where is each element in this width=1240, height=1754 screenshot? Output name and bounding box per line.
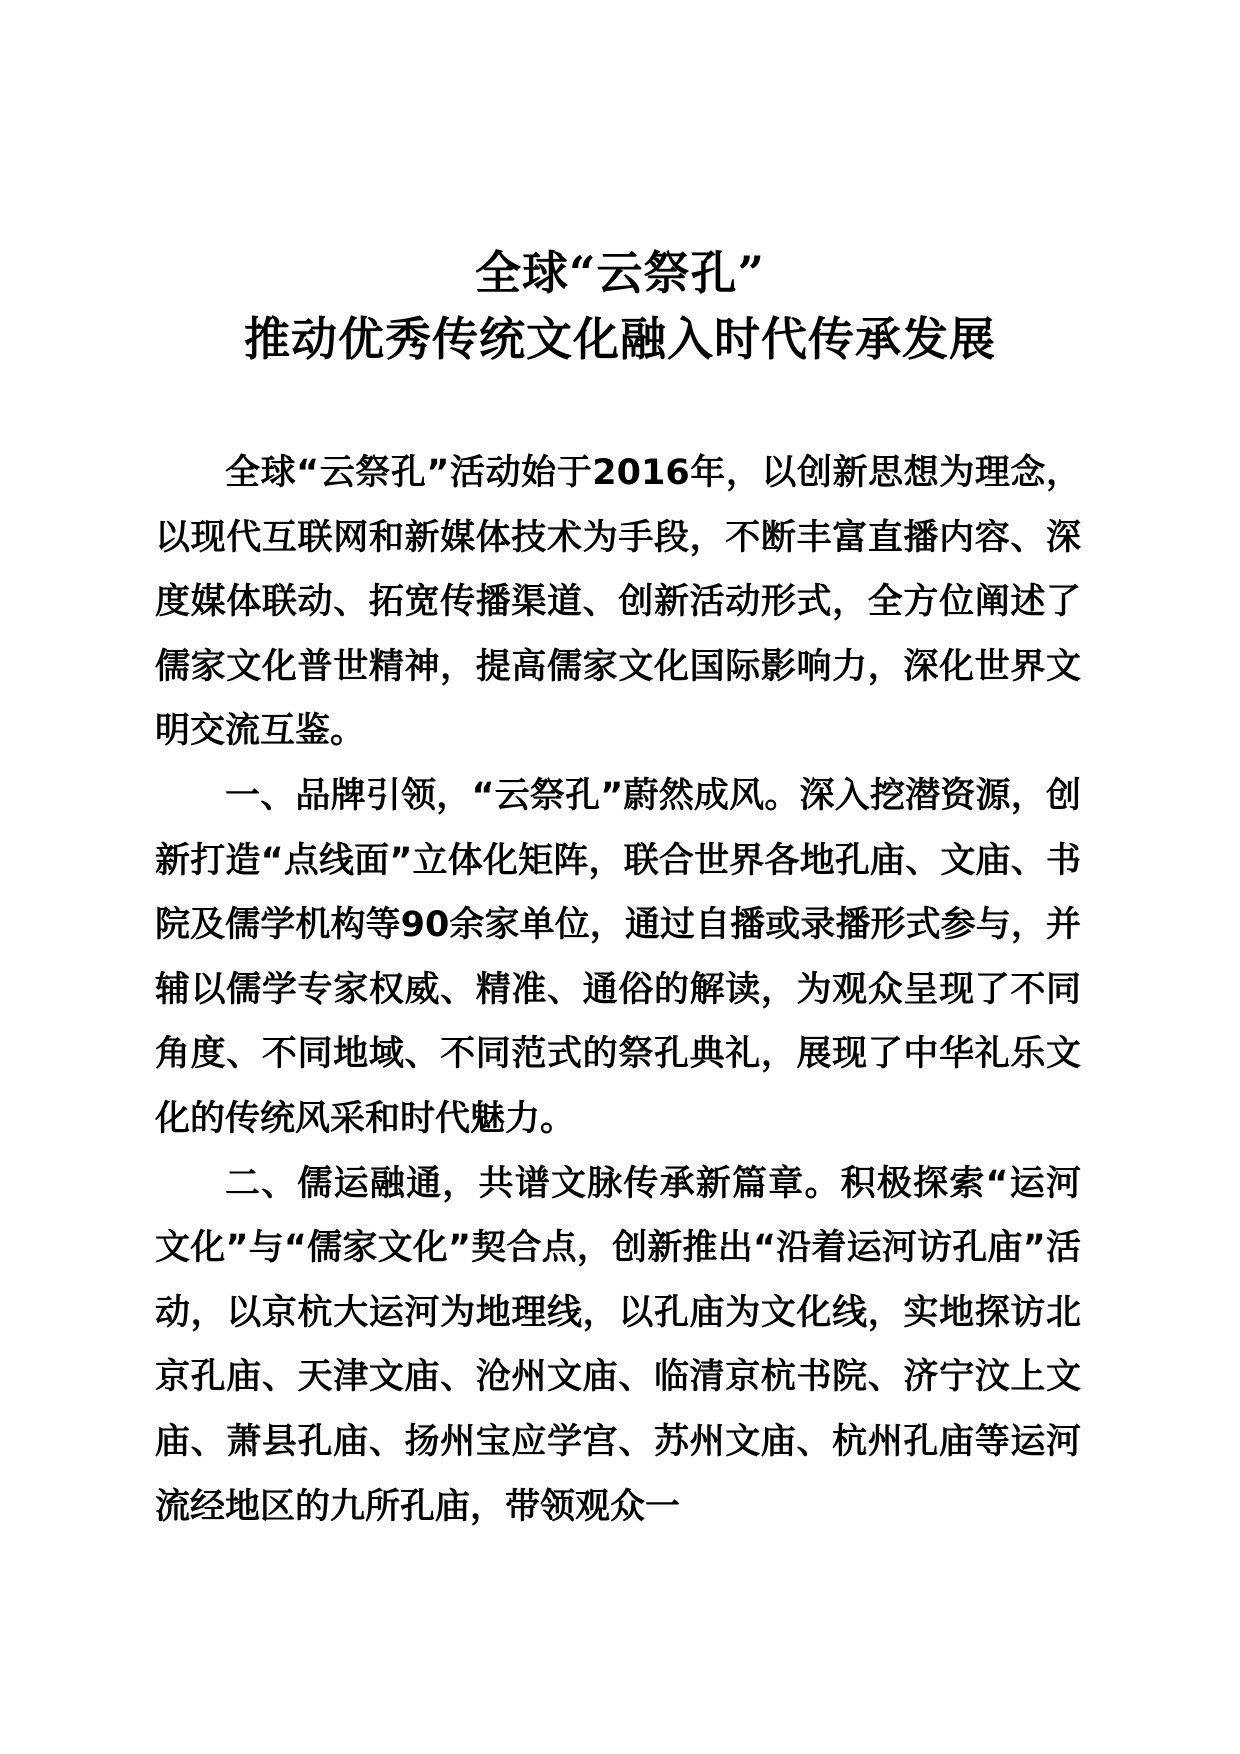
document-body: [155, 441, 1081, 1539]
document-title: [0, 240, 1240, 372]
title-line-1: 全球“云祭孔”: [475, 246, 765, 300]
paragraph-intro: 全球“云祭孔”活动始于2016年，以创新思想为理念，以现代互联网和新媒体技术为手段，不断丰富直播内容、深度媒体联动、拓宽传播渠道、创新活动形式，全方位阐述了儒家文化普世精神，提高儒家文化国际影响力，深化世界文明交流互鉴。: [155, 453, 1081, 752]
title-line-2: 推动优秀传统文化融入时代传承发展: [244, 312, 996, 366]
paragraph-section-1: 一、品牌引领，“云祭孔”蔚然成风。深入挖潜资源，创新打造“点线面”立体化矩阵，联合世界各地孔庙、文庙、书院及儒学机构等90余家单位，通过自播或录播形式参与，并辅以儒学专家权威、精准、通俗的解读，为观众呈现了不同角度、不同地域、不同范式的祭孔典礼，展现了中华礼乐文化的传统风采和时代魅力。: [155, 775, 1081, 1139]
paragraph-section-2: 二、儒运融通，共谱文脉传承新篇章。积极探索“运河文化”与“儒家文化”契合点，创新推出“沿着运河访孔庙”活动，以京杭大运河为地理线，以孔庙为文化线，实地探访北京孔庙、天津文庙、沧州文庙、临清京杭书院、济宁汶上文庙、萧县孔庙、扬州宝应学宫、苏州文庙、杭州孔庙等运河流经地区的九所孔庙，带领观众一: [155, 1163, 1081, 1527]
